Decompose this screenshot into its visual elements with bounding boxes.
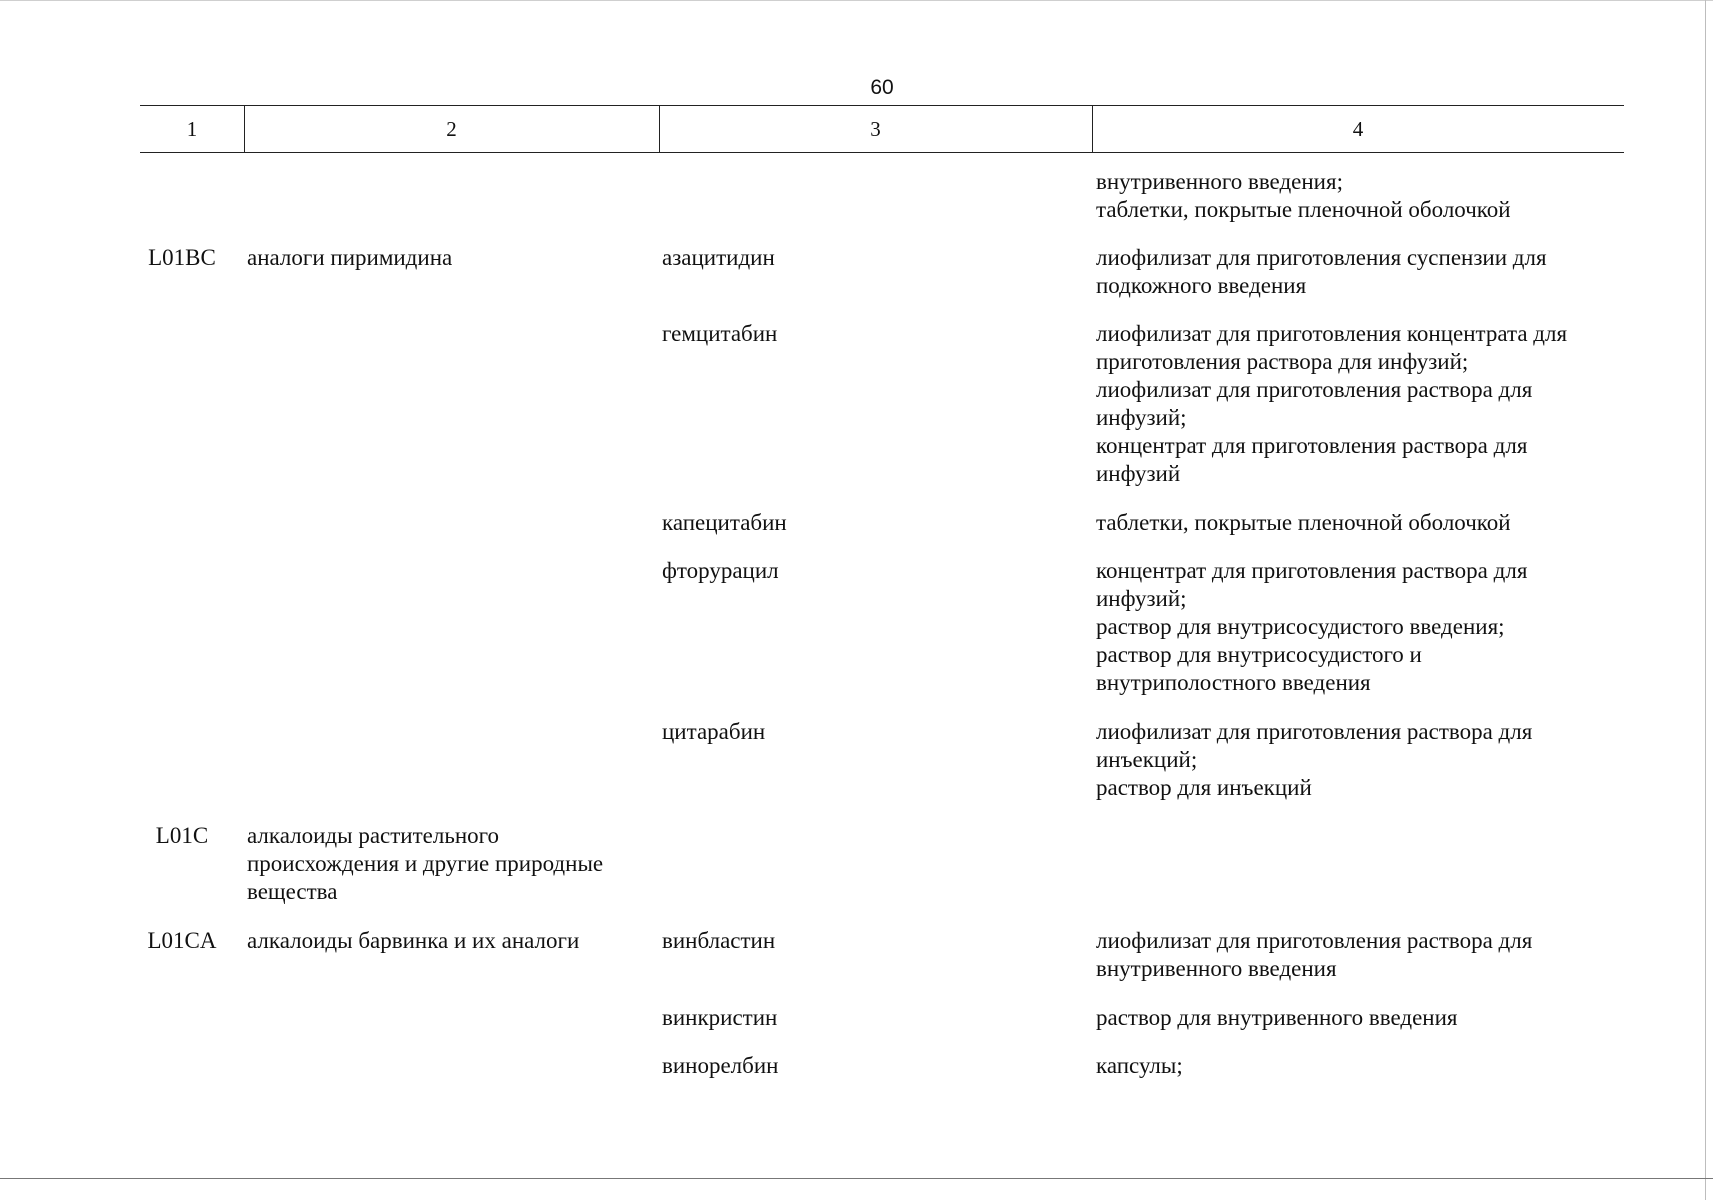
dosage-form-line: лиофилизат для приготовления концентрата для bbox=[1096, 321, 1568, 346]
scan-edge-bottom bbox=[0, 1178, 1713, 1179]
anatomical-therapeutic-group bbox=[247, 927, 579, 955]
page-number: 60 bbox=[870, 76, 894, 99]
dosage-forms bbox=[1096, 509, 1511, 537]
header-bottom-rule bbox=[140, 152, 1624, 153]
dosage-form-line: раствор для внутрисосудистого введения; bbox=[1096, 614, 1505, 639]
dosage-form-line: концентрат для приготовления раствора для bbox=[1096, 433, 1528, 458]
dosage-form-line: капсулы; bbox=[1096, 1053, 1183, 1078]
drug-name: гемцитабин bbox=[662, 321, 778, 346]
dosage-form-line: приготовления раствора для инфузий; bbox=[1096, 349, 1469, 374]
dosage-form-line: внутривенного введения bbox=[1096, 956, 1337, 981]
dosage-forms bbox=[1096, 168, 1511, 224]
atc-code: L01BC bbox=[148, 245, 216, 270]
dosage-forms bbox=[1096, 1004, 1458, 1032]
column-number-3: 3 bbox=[870, 117, 881, 141]
dosage-form-line: лиофилизат для приготовления суспензии для bbox=[1096, 245, 1547, 270]
column-number-4: 4 bbox=[1352, 117, 1364, 141]
scan-edge-right bbox=[1705, 0, 1706, 1200]
dosage-form-line: инфузий bbox=[1096, 461, 1181, 486]
group-line: алкалоиды растительного bbox=[247, 823, 499, 848]
dosage-forms bbox=[1096, 244, 1547, 300]
scan-edge-top bbox=[0, 0, 1713, 1]
dosage-form-line: инъекций; bbox=[1096, 747, 1198, 772]
dosage-form-line: подкожного введения bbox=[1096, 273, 1307, 298]
dosage-forms bbox=[1096, 718, 1532, 802]
dosage-form-line: инфузий; bbox=[1096, 586, 1187, 611]
dosage-forms bbox=[1096, 927, 1532, 983]
dosage-form-line: внутриполостного введения bbox=[1096, 670, 1371, 695]
group-line: вещества bbox=[247, 879, 338, 904]
column-number-2: 2 bbox=[446, 117, 457, 141]
anatomical-therapeutic-group bbox=[247, 822, 603, 906]
dosage-form-line: внутривенного введения; bbox=[1096, 169, 1343, 194]
atc-code: L01CA bbox=[147, 928, 217, 953]
dosage-form-line: инфузий; bbox=[1096, 405, 1187, 430]
group-line: алкалоиды барвинка и их аналоги bbox=[247, 928, 580, 953]
dosage-form-line: раствор для инъекций bbox=[1096, 775, 1312, 800]
dosage-forms bbox=[1096, 557, 1527, 697]
dosage-form-line: лиофилизат для приготовления раствора для bbox=[1096, 928, 1533, 953]
dosage-form-line: лиофилизат для приготовления раствора для bbox=[1096, 377, 1533, 402]
dosage-form-line: раствор для внутрисосудистого и bbox=[1096, 642, 1422, 667]
dosage-form-line: раствор для внутривенного введения bbox=[1096, 1005, 1458, 1030]
dosage-form-line: таблетки, покрытые пленочной оболочкой bbox=[1096, 510, 1511, 535]
drug-name: винорелбин bbox=[662, 1053, 779, 1078]
group-line: происхождения и другие природные bbox=[247, 851, 604, 876]
drug-name: азацитидин bbox=[662, 245, 775, 270]
atc-code: L01C bbox=[155, 823, 209, 848]
drug-name: винбластин bbox=[662, 928, 776, 953]
dosage-form-line: лиофилизат для приготовления раствора для bbox=[1096, 719, 1533, 744]
drug-name: винкристин bbox=[662, 1005, 778, 1030]
dosage-form-line: таблетки, покрытые пленочной оболочкой bbox=[1096, 197, 1511, 222]
table-header-row bbox=[140, 105, 1624, 153]
dosage-forms bbox=[1096, 320, 1567, 488]
drug-name: капецитабин bbox=[662, 510, 787, 535]
drug-name: цитарабин bbox=[662, 719, 766, 744]
column-number-1: 1 bbox=[186, 117, 198, 141]
dosage-form-line: концентрат для приготовления раствора для bbox=[1096, 558, 1528, 583]
group-line: аналоги пиримидина bbox=[247, 245, 453, 270]
anatomical-therapeutic-group bbox=[247, 244, 452, 272]
header-top-rule bbox=[140, 105, 1624, 106]
dosage-forms bbox=[1096, 1052, 1183, 1080]
drug-name: фторурацил bbox=[662, 558, 779, 583]
